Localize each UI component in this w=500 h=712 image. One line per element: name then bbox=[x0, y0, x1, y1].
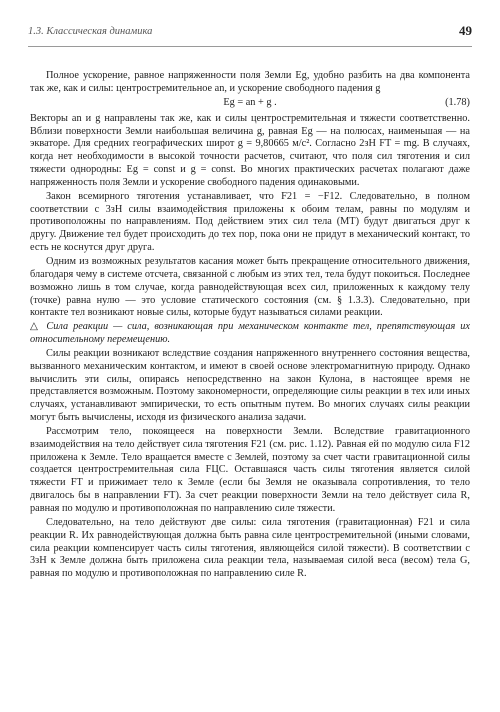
paragraph-acceleration: Полное ускорение, равное напряженности поля Земли Eg, удобно разбить на два компонента так же, как и силы: центростремительное an, и ускорение свободного падения g bbox=[30, 70, 470, 94]
definition-reaction-force bbox=[30, 321, 470, 347]
paragraph-body-at-rest: Рассмотрим тело, покоящееся на поверхности Земли. Вследствие гравитационного взаимодействия на тело действует сила тяготения F21 (см. рис. 1.12). Равная ей по модулю сила F12 приложена к Земле. Тело вращается вместе с Землей, поэтому за счет части гравитационной силы создается центростремительная сила FЦС. Оставшаяся часть силы тяготения является силой тяжести FT и прижимает тело к Земле (если бы Земля не оказывала сопротивления, то тело двигалось бы в направлении FT). За счет реакции поверхности Земли на тело действует сила R, равная по модулю и противоположная по направлению силе тяжести. bbox=[30, 425, 470, 514]
paragraph-contact: Одним из возможных результатов касания может быть прекращение относительного движения, благодаря чему в системе отсчета, связанной с любым из этих тел, тела будут покоиться. Последнее возможно лишь в том случае, когда равнодействующая всех сил, приложенных к каждому телу (точке) равна нулю — это условие статического состояния (см. § 1.3.3). Следовательно, при контакте тел возникают новые силы, которые будут называться силами реакции. bbox=[30, 255, 470, 319]
running-title: 1.3. Классическая динамика bbox=[28, 26, 153, 37]
triangle-marker-icon: △ bbox=[30, 321, 41, 333]
formula-1-78 bbox=[30, 97, 470, 112]
paragraph-gravitation-law: Закон всемирного тяготения устанавливает, что F21 = −F12. Следовательно, в полном соответствии с 3зН силы взаимодействия приложены к обоим телам, равны по модулям и противоположны по направлениям. Под действием этих сил тела (МТ) будут двигаться друг к другу. Движение тел будет происходить до тех пор, пока они не придут в механический контакт, то есть не коснутся друг друга. bbox=[30, 190, 470, 254]
formula-number: (1.78) bbox=[445, 96, 470, 108]
page-body bbox=[30, 70, 470, 582]
running-header bbox=[28, 24, 472, 47]
page-number: 49 bbox=[459, 23, 472, 38]
paragraph-reaction-origin: Силы реакции возникают вследствие создания напряженного внутреннего состояния вещества, вызванного механическим контактом, и имеют в своей основе электромагнитную природу. Однако вычислить эти силы, опираясь непосредственно на закон Кулона, в настоящее время не представляется возможным. Поэтому закономерности, определяющие силы реакции в тех или иных случаях, устанавливают эмпирически, то есть опытным путем. Во многих случаях силы реакции могут быть вычислены, исходя из физического анализа задачи. bbox=[30, 347, 470, 424]
paragraph-vectors: Векторы an и g направлены так же, как и силы центростремительная и тяжести соответственно. Вблизи поверхности Земли наибольшая величина g, равная Eg — на полюсах, наименьшая — на экваторе. Для средних географических широт g = 9,80665 м/с². Согласно 2зН FT = mg. В случаях, когда нет необходимости в высокой точности расчетов, считают, что поля сил тяготения и сил тяжести однородны: Eg = const и g = const. Во многих практических расчетах полагают даже напряженность поля Земли и ускорение свободного падения одинаковыми. bbox=[30, 112, 470, 188]
definition-text: Сила реакции — сила, возникающая при механическом контакте тел, препятствующая их относительному перемещению. bbox=[30, 321, 470, 346]
formula-expression: Eg = an + g . bbox=[223, 96, 277, 108]
paragraph-two-forces: Следовательно, на тело действуют две силы: сила тяготения (гравитационная) F21 и сила реакции R. Их равнодействующая должна быть равна силе центростремительной (иными словами, сила реакции компенсирует часть силы тяготения, являющейся силой тяжести). В соответствии с 3зН к Земле должна быть приложена сила реакции тела, называемая силой веса (весом) тела G, равная по модулю и противоположная по направлению силе R. bbox=[30, 516, 470, 580]
